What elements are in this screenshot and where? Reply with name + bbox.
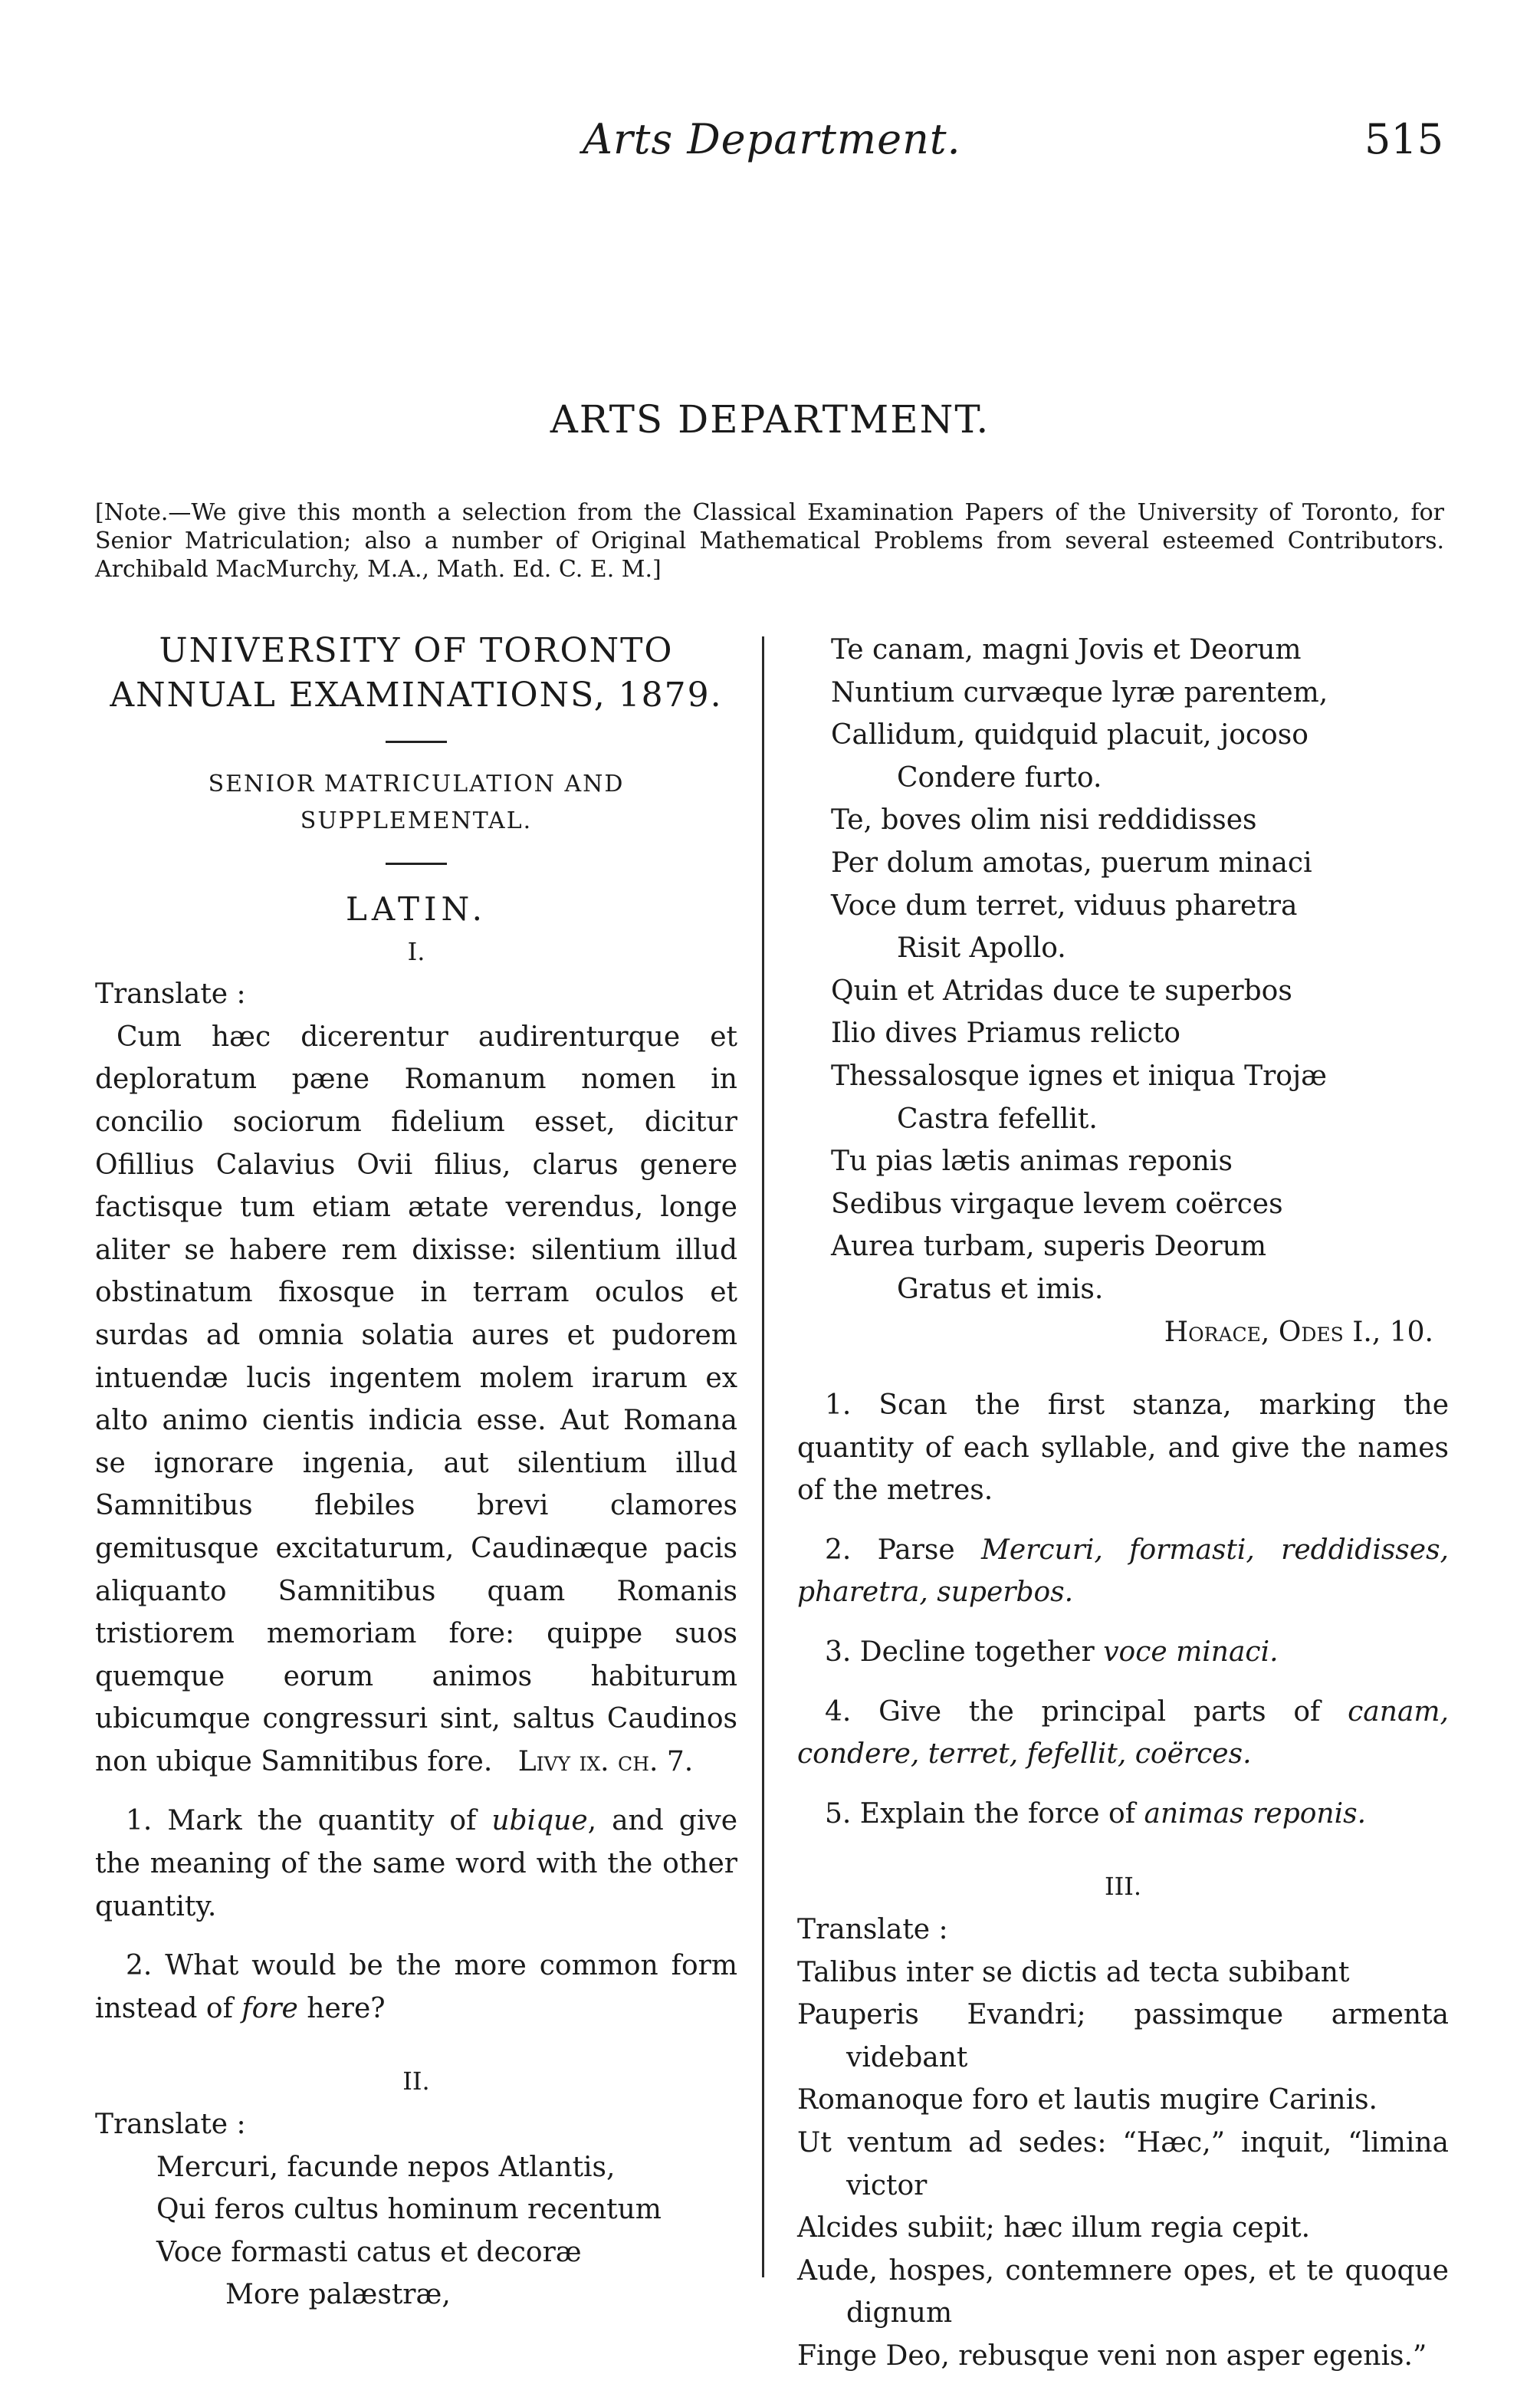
question: 5. Explain the force of animas reponis.: [825, 1797, 1367, 1830]
verse-line: Finge Deo, rebusque veni non asper egenis.”: [797, 2339, 1427, 2372]
verse-line: Voce formasti catus et decoræ: [156, 2236, 582, 2268]
verse-line: Mercuri, facunde nepos Atlantis,: [156, 2151, 616, 2183]
verse-line: Te canam, magni Jovis et Deorum: [831, 634, 1302, 666]
citation: Livy ix. ch. 7.: [517, 1745, 694, 1777]
verse-line: Talibus inter se dictis ad tecta subibant: [797, 1956, 1350, 1988]
section-number: I.: [407, 936, 425, 966]
verse-line: Voce dum terret, viduus pharetra: [831, 889, 1298, 922]
verse-line: Risit Apollo.: [897, 932, 1066, 965]
verse-line: Callidum, quidquid placuit, jocoso: [831, 719, 1309, 751]
verse-line: Aurea turbam, superis Deorum: [831, 1231, 1267, 1263]
right-column: [797, 629, 1449, 2378]
question: 1. Scan the first stanza, marking the quantity of each syllable, and give the names of the metres.: [797, 1389, 1449, 1507]
section-number: II.: [402, 2067, 430, 2096]
exam-subheading: SENIOR MATRICULATION AND SUPPLEMENTAL.: [208, 771, 625, 834]
section-title: ARTS DEPARTMENT.: [550, 397, 990, 442]
question: 2. What would be the more common form instead of fore here?: [95, 1950, 737, 2024]
verse-line: Castra fefellit.: [897, 1103, 1098, 1135]
verse-line: Thessalosque ignes et iniqua Trojæ: [831, 1060, 1327, 1092]
verse-line: Romanoque foro et lautis mugire Carinis.: [797, 2084, 1378, 2116]
translate-label: Translate :: [95, 2109, 246, 2141]
verse-line: Condere furto.: [897, 761, 1102, 794]
passage-text: Cum hæc dicerentur audirenturque et deploratum pæne Romanum nomen in concilio sociorum fidelium esset, dicitur Ofillius Calavius Ovii filius, clarus genere factisque tum etiam ætate verendus, longe aliter se habere rem dixisse: silentium illud obstinatum fixosque in terram oculos et surdas ad omnia solatia aures et pudorem intuendæ lucis ingentem molem irarum ex alto animo cientis indicia esse. Aut Romana se ignorare ingenia, aut silentium illud Samnitibus flebiles brevi clamores gemitusque excitaturum, Caudinæque pacis aliquanto Samnitibus quam Romanis tristiorem memoriam fore: quippe suos quemque eorum animos habiturum ubicumque congressuri sint, saltus Caudinos non ubique Samnitibus fore.: [95, 1021, 737, 1777]
page-number: 515: [1364, 115, 1444, 163]
verse-line: Pauperis Evandri; passimque armenta videbant: [797, 1999, 1449, 2073]
question: 1. Mark the quantity of ubique, and give the meaning of the same word with the other quantity.: [95, 1805, 737, 1922]
latin-passage: [95, 1016, 737, 1784]
verse-line: Ilio dives Priamus relicto: [831, 1018, 1180, 1050]
translate-label: Translate :: [95, 978, 246, 1011]
verse-line: More palæstræ,: [225, 2279, 451, 2311]
exam-heading: UNIVERSITY OF TORONTO ANNUAL EXAMINATIONS, 1879.: [110, 631, 723, 715]
running-title: Arts Department.: [583, 115, 961, 163]
question: 3. Decline together voce minaci.: [825, 1636, 1279, 1669]
verse-line: Ut ventum ad sedes: “Hæc,” inquit, “limina victor: [797, 2127, 1449, 2201]
divider-rule: [386, 863, 447, 865]
divider-rule: [386, 741, 447, 743]
section-number: III.: [1104, 1872, 1142, 1902]
verse-line: Sedibus virgaque levem coërces: [831, 1188, 1283, 1220]
left-column: [95, 629, 737, 2316]
verse-line: Gratus et imis.: [897, 1273, 1104, 1305]
verse-line: Qui feros cultus hominum recentum: [156, 2194, 662, 2226]
verse-line: Aude, hospes, contemnere opes, et te quoque dignum: [797, 2254, 1449, 2330]
editor-note: [Note.—We give this month a selection from the Classical Examination Papers of the University of Toronto, for Senior Matriculation; also a number of Original Mathematical Problems from several esteemed Contributors. Archibald MacMurchy, M.A., Math. Ed. C. E. M.]: [95, 499, 1444, 583]
subject-title: LATIN.: [346, 890, 487, 928]
question: 2. Parse Mercuri, formasti, reddidisses, pharetra, superbos.: [797, 1534, 1449, 1609]
verse-line: Quin et Atridas duce te superbos: [831, 975, 1292, 1007]
question: 4. Give the principal parts of canam, condere, terret, fefellit, coërces.: [797, 1695, 1449, 1771]
column-divider: [762, 636, 764, 2277]
citation: Horace, Odes I., 10.: [1164, 1316, 1433, 1348]
verse-line: Per dolum amotas, puerum minaci: [831, 847, 1312, 879]
verse-line: Alcides subiit; hæc illum regia cepit.: [797, 2212, 1311, 2244]
translate-label: Translate :: [797, 1914, 948, 1946]
verse-line: Te, boves olim nisi reddidisses: [831, 804, 1257, 837]
verse-line: Nuntium curvæque lyræ parentem,: [831, 676, 1328, 709]
verse-line: Tu pias lætis animas reponis: [831, 1146, 1233, 1178]
